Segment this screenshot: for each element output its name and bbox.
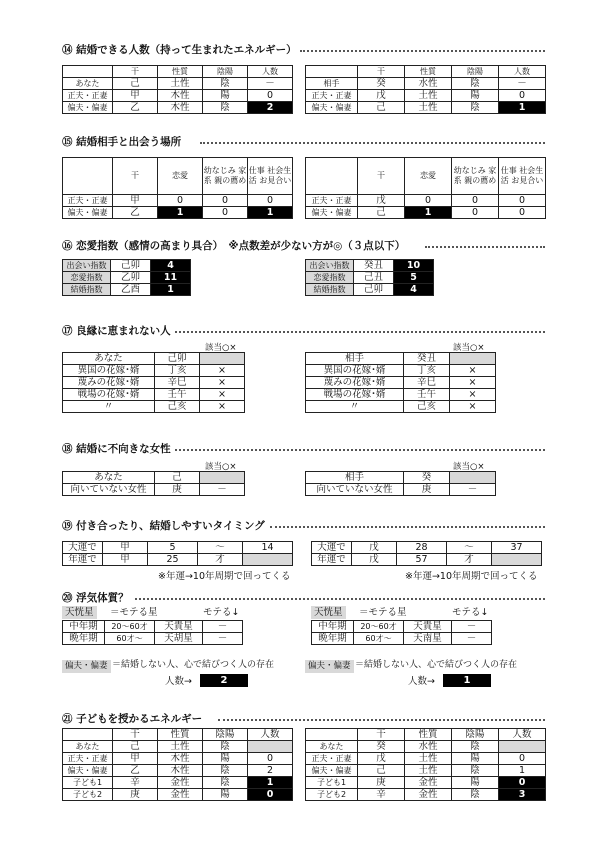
divider <box>175 449 545 451</box>
s21-left-table <box>62 728 293 801</box>
section-15-title: ⑮ 結婚相手と出会う場所 <box>62 136 182 148</box>
table-row: 偏夫・偏妻 己 土性 陰 1 <box>306 102 546 114</box>
table-row: 向いていない女性 庚 － <box>63 484 245 496</box>
divider <box>425 246 545 248</box>
section-21-title: ㉑ 子どもを授かるエネルギー <box>62 713 203 725</box>
divider <box>175 331 545 333</box>
highlight-count: 1 <box>499 102 546 114</box>
s17-left-table <box>62 352 245 413</box>
section-18-title: ⑱ 結婚に不向きな女性 <box>62 443 171 455</box>
table-row: あなた 癸 水性 陰 <box>306 741 546 753</box>
table-row: 晩年期 60才～ 天南星 － <box>312 633 492 645</box>
table-row: 戦場の花嫁･婿 壬午 × <box>306 389 496 401</box>
table-row: あなた 己 土性 陰 <box>63 741 293 753</box>
table-row: 正夫・正妻 戊 土性 陽 0 <box>306 90 546 102</box>
section-19-title: ⑲ 付き合ったり、結婚しやすいタイミング <box>62 520 265 532</box>
tenkou-label: 天恍星 <box>311 606 346 619</box>
divider <box>300 50 545 52</box>
s15-right-table <box>305 157 546 219</box>
table-row: 〃 己亥 × <box>306 401 496 413</box>
left-count: 2 <box>200 674 248 687</box>
s18-right-table <box>305 471 496 496</box>
table-row: 相手 癸 水性 陰 － <box>306 78 546 90</box>
table-row: 偏夫・偏妻 己 1 0 0 <box>306 207 546 219</box>
s17-right-table <box>305 352 496 413</box>
s21-right-table <box>305 728 546 801</box>
moteru-down: モテる↓ <box>452 607 489 618</box>
check-label: 該当○× <box>205 343 237 353</box>
hen-desc: ＝結婚しない人、心で結びつく人の存在 <box>355 660 518 670</box>
table-row: 戦場の花嫁･婿 壬午 × <box>63 389 245 401</box>
table-row: 恋愛指数 己丑 5 <box>306 272 434 284</box>
section-20-title: ⑳ 浮気体質？ <box>62 592 129 604</box>
section-17-title: ⑰ 良縁に恵まれない人 <box>62 325 171 337</box>
timing-note: ※年運→10年周期で回ってくる <box>158 571 291 582</box>
table-row: 年運で 甲 25 才 <box>63 554 293 566</box>
moteru-star: ＝モテる星 <box>110 607 158 618</box>
count-label: 人数→ <box>165 676 192 687</box>
table-row: 向いていない女性 庚 － <box>306 484 496 496</box>
table-row: 正夫・正妻 甲 木性 陽 0 <box>63 90 293 102</box>
s15-left-table <box>62 157 293 219</box>
table-header-row: 干 性質 陰陽 人数 <box>306 66 546 78</box>
table-row: 偏夫・偏妻 乙 木性 陰 2 <box>63 102 293 114</box>
table-row: 出会い指数 癸丑 10 <box>306 260 434 272</box>
table-header-row <box>63 66 293 78</box>
table-row: 中年期 20～60才 天貴星 － <box>63 621 243 633</box>
hen-desc: ＝結婚しない人、心で結びつく人の存在 <box>112 660 275 670</box>
table-header-row: 干 恋愛 幼なじみ 家系 親の薦め 仕事 社会生活 お見合い <box>63 158 293 195</box>
table-row: 子ども2 庚 金性 陽 0 <box>63 789 293 801</box>
table-row: 子ども1 辛 金性 陰 1 <box>63 777 293 789</box>
table-row: 結婚指数 乙酉 1 <box>63 284 191 296</box>
section-14-title: ⑭ 結婚できる人数（持って生まれたエネルギー） <box>62 44 297 56</box>
header-inyo: 陰陽 <box>203 66 248 78</box>
table-header-row: 干 恋愛 幼なじみ 家系 親の薦め 仕事 社会生活 お見合い <box>306 158 546 195</box>
s18-left-table <box>62 471 245 496</box>
table-row: 年運で 戊 57 才 <box>312 554 542 566</box>
table-row: 相手 癸 <box>306 472 496 484</box>
table-row: 中年期 20～60才 天貴星 － <box>312 621 492 633</box>
table-row: 正夫・正妻 甲 木性 陽 0 <box>63 753 293 765</box>
table-row: あなた 己 <box>63 472 245 484</box>
table-row: 偏夫・偏妻 乙 1 0 1 <box>63 207 293 219</box>
s16-right-table <box>305 259 434 296</box>
s14-right-table <box>305 65 546 114</box>
header-ninzu: 人数 <box>248 66 293 78</box>
s14-left-table <box>62 65 293 114</box>
tenkou-label: 天恍星 <box>62 606 97 619</box>
highlight-count: 2 <box>248 102 293 114</box>
table-row: あなた 己卯 <box>63 353 245 365</box>
moteru-down: モテる↓ <box>203 607 240 618</box>
table-row: 出会い指数 己卯 4 <box>63 260 191 272</box>
timing-note: ※年運→10年周期で回ってくる <box>405 571 538 582</box>
s19-left-table <box>62 541 293 566</box>
table-header-row: 干 性質 陰陽 人数 <box>63 729 293 741</box>
table-row: 子ども2 辛 金性 陰 3 <box>306 789 546 801</box>
section-16-title: ⑯ 恋愛指数（感情の高まり具合） ※点数差が少ない方が◎（３点以下） <box>62 240 406 252</box>
table-row: 結婚指数 己卯 4 <box>306 284 434 296</box>
check-label: 該当○× <box>453 462 485 472</box>
divider <box>218 719 545 721</box>
table-row: 正夫・正妻 戊 0 0 0 <box>306 195 546 207</box>
table-row: 偏夫・偏妻 己 土性 陰 1 <box>306 765 546 777</box>
hen-label: 偏夫・偏妻 <box>62 659 111 673</box>
table-row: あなた 己 土性 陰 － <box>63 78 293 90</box>
check-label: 該当○× <box>205 462 237 472</box>
table-row: 大運で 戊 28 ～ 37 <box>312 542 542 554</box>
table-row: 相手 癸丑 <box>306 353 496 365</box>
table-row: 晩年期 60才～ 天胡星 － <box>63 633 243 645</box>
s20-left-table <box>62 620 243 645</box>
table-header-row: 干 性質 陰陽 人数 <box>306 729 546 741</box>
header-seishitsu: 性質 <box>158 66 203 78</box>
table-row: 異国の花嫁･婿 丁亥 × <box>306 365 496 377</box>
table-row: 正夫・正妻 甲 0 0 0 <box>63 195 293 207</box>
s19-right-table <box>311 541 542 566</box>
table-row: 子ども1 庚 金性 陽 0 <box>306 777 546 789</box>
divider <box>200 142 545 144</box>
table-row: 偏夫・偏妻 乙 木性 陰 2 <box>63 765 293 777</box>
table-row: 大運で 甲 5 ～ 14 <box>63 542 293 554</box>
table-row: 恋愛指数 乙卯 11 <box>63 272 191 284</box>
check-label: 該当○× <box>453 343 485 353</box>
right-count: 1 <box>443 674 491 687</box>
table-row: 蔑みの花嫁･婿 辛巳 × <box>63 377 245 389</box>
table-row: 正夫・正妻 戊 土性 陽 0 <box>306 753 546 765</box>
moteru-star: ＝モテる星 <box>359 607 407 618</box>
table-row: 異国の花嫁･婿 丁亥 × <box>63 365 245 377</box>
s20-right-table <box>311 620 492 645</box>
header-kan: 干 <box>113 66 158 78</box>
divider <box>270 526 545 528</box>
s16-left-table <box>62 259 191 296</box>
hen-label: 偏夫・偏妻 <box>305 659 354 673</box>
table-row: 〃 己亥 × <box>63 401 245 413</box>
count-label: 人数→ <box>408 676 435 687</box>
divider <box>135 598 545 600</box>
table-row: 蔑みの花嫁･婿 辛巳 × <box>306 377 496 389</box>
